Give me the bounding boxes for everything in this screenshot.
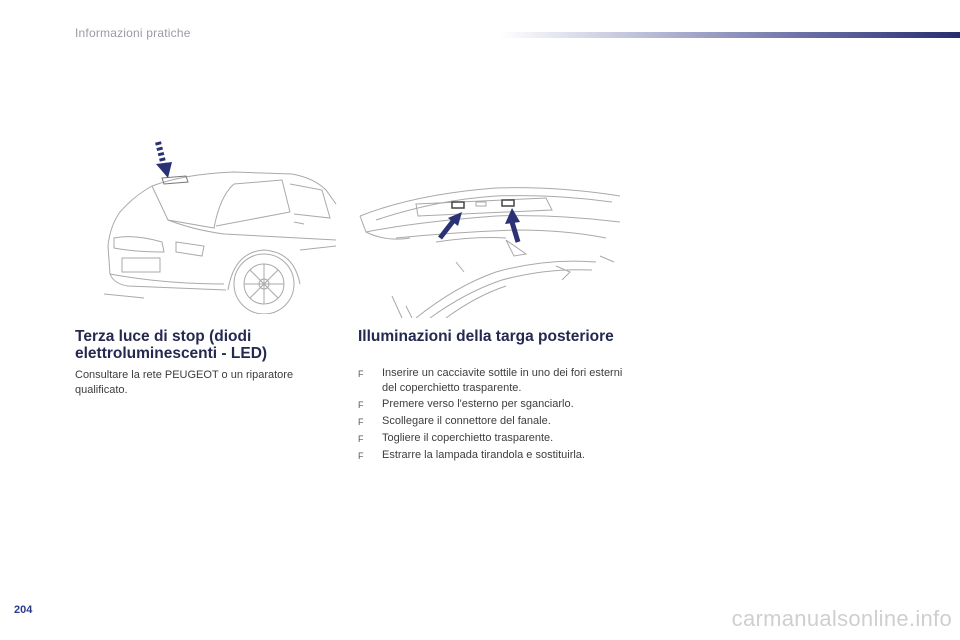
watermark: carmanualsonline.info bbox=[731, 606, 952, 631]
header-gradient-bar bbox=[500, 32, 960, 38]
car-rear-illustration bbox=[104, 134, 338, 314]
step-text: Premere verso l'esterno per sganciarlo. bbox=[382, 398, 574, 410]
bullet-marker: F bbox=[358, 400, 364, 410]
step-text: Scollegare il connettore del fanale. bbox=[382, 415, 551, 427]
procedure-steps bbox=[358, 366, 628, 465]
brake-light-text: Consultare la rete PEUGEOT o un riparatore qualificato. bbox=[75, 369, 294, 396]
arrow-up-icon bbox=[440, 212, 462, 238]
list-item bbox=[358, 366, 628, 396]
step-text: Inserire un cacciavite sottile in uno dei fori esterni del coperchietto trasparente. bbox=[382, 367, 623, 394]
bullet-marker: F bbox=[358, 417, 364, 427]
section-header: Informazioni pratiche bbox=[75, 26, 191, 40]
arrow-down-icon bbox=[156, 142, 172, 178]
page-number: 204 bbox=[14, 604, 33, 616]
bullet-marker: F bbox=[358, 369, 364, 379]
list-item bbox=[358, 414, 628, 430]
step-text: Togliere il coperchietto trasparente. bbox=[382, 432, 554, 444]
brake-light-title: Terza luce di stop (diodi elettroluminescenti - LED) bbox=[75, 328, 268, 362]
plate-light-title: Illuminazioni della targa posteriore bbox=[358, 328, 614, 345]
list-item bbox=[358, 397, 628, 413]
tailgate-illustration bbox=[356, 176, 620, 318]
bullet-marker: F bbox=[358, 434, 364, 444]
bullet-marker: F bbox=[358, 451, 364, 461]
step-text: Estrarre la lampada tirandola e sostituirla. bbox=[382, 449, 585, 461]
list-item bbox=[358, 448, 628, 464]
arrow-up-icon bbox=[505, 208, 520, 242]
list-item bbox=[358, 431, 628, 447]
